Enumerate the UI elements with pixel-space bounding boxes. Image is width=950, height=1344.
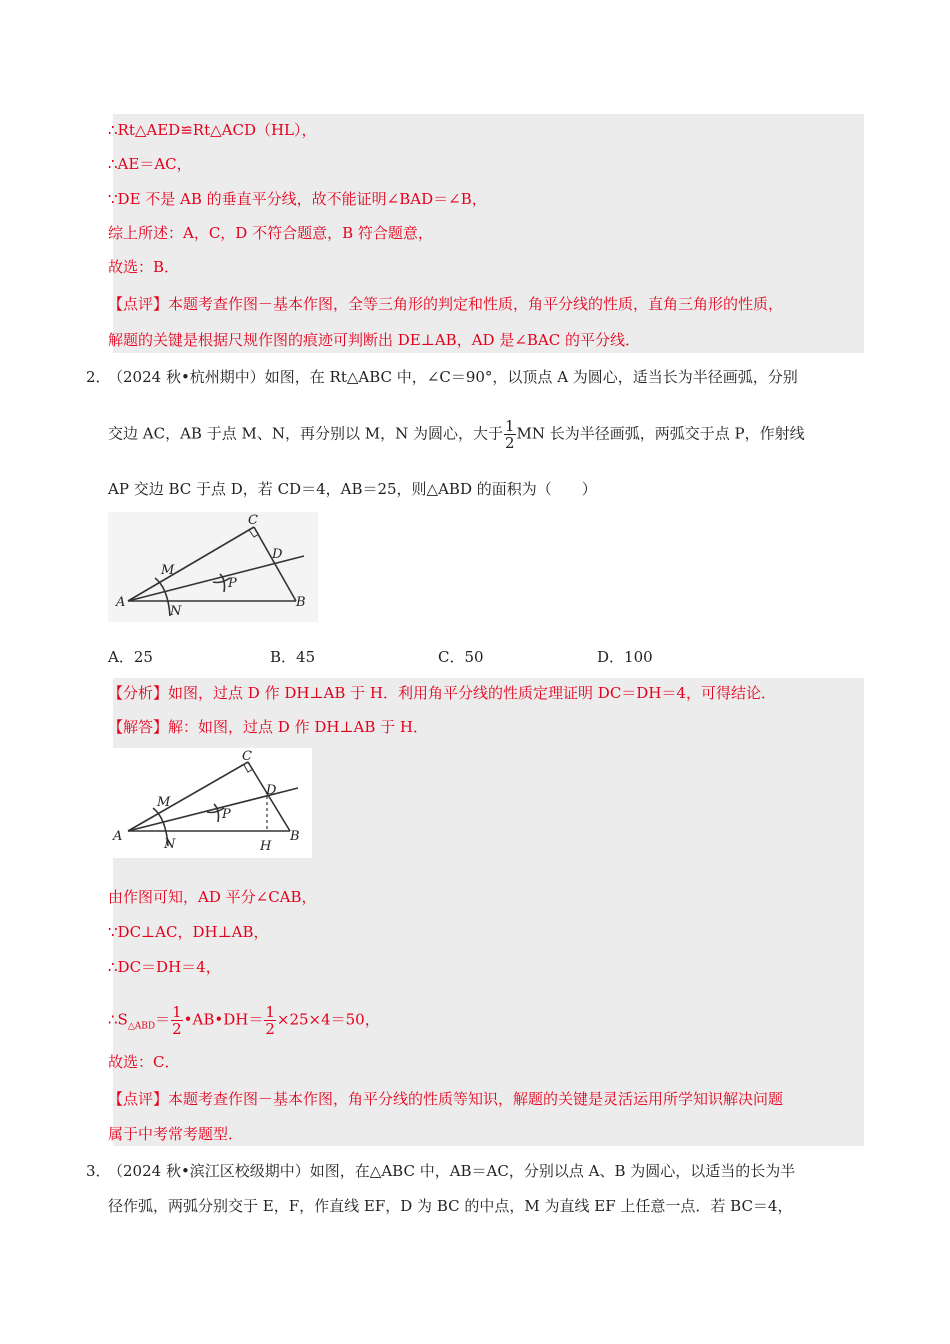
fig1-label-c: C [248,513,258,528]
box1-line-1: ∴Rt△AED≌Rt△ACD（HL）， [108,121,317,139]
fig2-label-b: B [290,829,300,844]
fig1-label-b: B [296,595,306,610]
question-3-number: 3． [86,1162,111,1180]
option-d: D．100 [597,648,653,666]
question-2-figure [108,512,318,622]
solution-line-4: $\therefore S_{\triangle ABD}=$ $\frac{1}{2}$ •AB•DH＝ $\frac{1}{2}$ ×25×4＝50， [108,1003,380,1038]
fig2-label-d: D [266,783,277,798]
solution-line-1: 由作图可知，AD 平分∠CAB， [108,888,317,906]
question-2-line-2 [108,418,805,451]
fig2-label-n: N [164,837,176,852]
analysis-line: 【分析】如图，过点 D 作 DH⊥AB 于 H．利用角平分线的性质定理证明 DC＝DH＝4，可得结论． [108,684,776,702]
option-c: C．50 [438,648,484,666]
option-a: A．25 [108,648,153,666]
box1-review-line-2: 解题的关键是根据尺规作图的痕迹可判断出 DE⊥AB，AD 是∠BAC 的平分线． [108,331,641,349]
fig2-label-c: C [242,749,252,764]
box1-review-line-1: 【点评】本题考查作图－基本作图，全等三角形的判定和性质，角平分线的性质，直角三角形的性质， [108,295,784,313]
question-2-line-1: （2024 秋•杭州期中）如图，在 Rt△ABC 中，∠C＝90°，以顶点 A 为圆心，适当长为半径画弧，分别 [108,368,798,386]
solution-line-5: 故选：C． [108,1053,180,1071]
fig1-label-p: P [228,576,237,591]
option-b: B．45 [270,648,316,666]
fraction-half-2: $\frac{1}{2}$ [265,1003,275,1038]
question-2-line-2a: 交边 AC，AB 于点 M、N，再分别以 M，N 为圆心，大于 [108,424,503,443]
fraction-half-1: $\frac{1}{2}$ [172,1003,182,1038]
review-line-1: 【点评】本题考查作图－基本作图，角平分线的性质等知识，解题的关键是灵活运用所学知识解决问题 [108,1090,784,1108]
fig2-label-a: A [113,829,123,844]
fig1-label-d: D [272,547,283,562]
fig1-label-a: A [116,595,126,610]
fig1-label-n: N [170,604,182,619]
question-3-line-2: 径作弧，两弧分别交于 E，F，作直线 EF，D 为 BC 的中点，M 为直线 EF 上任意一点．若 BC＝4， [108,1197,793,1215]
box1-line-5: 故选：B． [108,258,180,276]
fig1-label-m: M [161,563,175,578]
box1-line-2: ∴AE＝AC， [108,155,192,173]
answer-line: 【解答】解：如图，过点 D 作 DH⊥AB 于 H． [108,718,429,736]
review-line-2: 属于中考常考题型． [108,1125,244,1143]
question-2-line-2b: MN 长为半径画弧，两弧交于点 P，作射线 [516,424,805,443]
fraction-half: $\frac{1}{2}$ [504,417,515,452]
solution-figure [108,748,312,858]
question-2-number: 2． [86,368,111,386]
fig2-label-m: M [157,795,171,810]
question-2-line-3: AP 交边 BC 于点 D，若 CD＝4，AB＝25，则△ABD 的面积为（ ） [108,480,597,498]
question-3-line-1: （2024 秋•滨江区校级期中）如图，在△ABC 中，AB＝AC，分别以点 A、B 为圆心，以适当的长为半 [108,1162,796,1180]
fig2-label-h: H [260,839,272,854]
solution-line-2: ∵DC⊥AC，DH⊥AB， [108,923,269,941]
fig2-label-p: P [222,807,231,822]
solution-line-3: ∴DC＝DH＝4， [108,958,221,976]
box1-line-3: ∵DE 不是 AB 的垂直平分线，故不能证明∠BAD＝∠B， [108,190,487,208]
box1-line-4: 综上所述：A，C，D 不符合题意，B 符合题意， [108,224,433,242]
